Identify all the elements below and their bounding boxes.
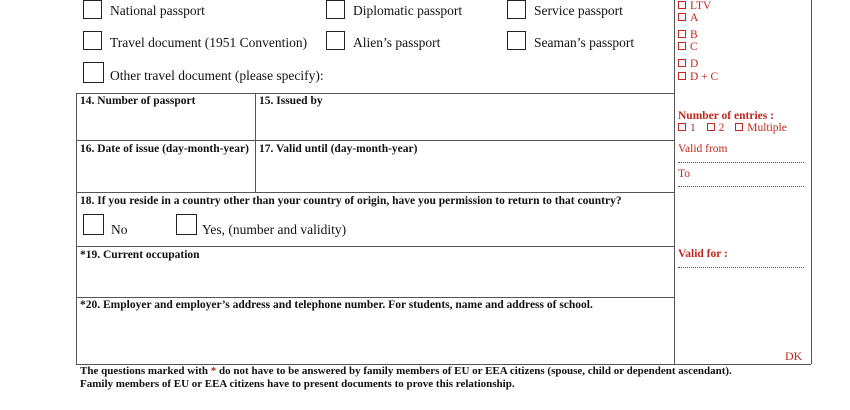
number-of-entries-label: Number of entries : xyxy=(678,110,774,122)
row-divider-16 xyxy=(76,140,674,141)
visa-type-b-checkbox[interactable] xyxy=(678,30,686,38)
service-passport-checkbox[interactable] xyxy=(507,0,526,19)
valid-from-dotted-line xyxy=(678,162,804,163)
row-divider-14 xyxy=(76,93,674,94)
visa-type-d-c-checkbox[interactable] xyxy=(678,72,686,80)
diplomatic-passport-checkbox[interactable] xyxy=(326,0,345,19)
current-occupation-label: *19. Current occupation xyxy=(80,249,200,261)
travel-document-checkbox[interactable] xyxy=(83,31,102,50)
issued-by-label: 15. Issued by xyxy=(259,95,323,107)
visa-type-b-label: B xyxy=(690,29,698,41)
row-divider-18 xyxy=(76,192,674,193)
aliens-passport-label: Alien’s passport xyxy=(353,35,441,50)
visa-type-ltv-label: LTV xyxy=(690,0,712,12)
form-right-border xyxy=(811,0,812,364)
other-travel-document-checkbox[interactable] xyxy=(83,62,104,83)
valid-from-label: Valid from xyxy=(678,143,728,155)
visa-type-d-c-label: D + C xyxy=(690,71,719,83)
visa-type-c xyxy=(678,41,698,53)
footer-note-line-1-start: The questions marked with xyxy=(80,365,211,377)
entries-multiple-label: Multiple xyxy=(747,122,787,134)
row-divider-19 xyxy=(76,246,674,247)
entries-2-checkbox[interactable] xyxy=(707,123,715,131)
national-passport-label: National passport xyxy=(110,3,205,18)
entries-options xyxy=(678,122,787,134)
visa-panel-left-border xyxy=(674,0,675,364)
form-left-border xyxy=(76,93,77,364)
column-divider-14-15 xyxy=(255,93,256,192)
date-of-issue-label: 16. Date of issue (day-month-year) xyxy=(80,143,249,155)
seamans-passport-label: Seaman’s passport xyxy=(534,35,635,50)
seamans-passport-checkbox[interactable] xyxy=(507,31,526,50)
return-permission-yes-checkbox[interactable] xyxy=(176,214,197,235)
entries-1-label: 1 xyxy=(690,122,696,134)
other-travel-document-label: Other travel document (please specify): xyxy=(110,68,324,83)
valid-until-label: 17. Valid until (day-month-year) xyxy=(259,143,418,155)
to-dotted-line xyxy=(678,186,804,187)
visa-type-ltv-checkbox[interactable] xyxy=(678,1,686,9)
service-passport-label: Service passport xyxy=(534,3,623,18)
employer-address-label: *20. Employer and employer’s address and telephone number. For students, name and address of school. xyxy=(80,299,593,311)
visa-type-b xyxy=(678,29,698,41)
entries-1-checkbox[interactable] xyxy=(678,123,686,131)
visa-type-a-label: A xyxy=(690,12,699,24)
footer-note-line-1-end: do not have to be answered by family members of EU or EEA citizens (spouse, child or dependent ascendant). xyxy=(216,365,732,377)
visa-type-a xyxy=(678,12,698,24)
visa-type-d-checkbox[interactable] xyxy=(678,59,686,67)
footer-note-line-2: Family members of EU or EEA citizens have to present documents to prove this relationship. xyxy=(80,378,515,390)
visa-type-ltv xyxy=(678,0,711,12)
row-divider-20 xyxy=(76,297,674,298)
diplomatic-passport-label: Diplomatic passport xyxy=(353,3,463,18)
aliens-passport-checkbox[interactable] xyxy=(326,31,345,50)
national-passport-checkbox[interactable] xyxy=(83,0,102,19)
return-permission-no-label: No xyxy=(111,222,128,237)
visa-type-d-c xyxy=(678,71,718,83)
to-label: To xyxy=(678,168,690,180)
footer-note-star: * xyxy=(210,365,217,377)
valid-for-label: Valid for : xyxy=(678,248,728,260)
visa-type-c-checkbox[interactable] xyxy=(678,42,686,50)
visa-type-c-label: C xyxy=(690,41,698,53)
return-permission-no-checkbox[interactable] xyxy=(83,214,104,235)
footer-note-line-1 xyxy=(80,365,732,377)
number-of-passport-label: 14. Number of passport xyxy=(80,95,196,107)
visa-type-d-label: D xyxy=(690,58,699,70)
valid-for-dotted-line xyxy=(678,267,804,268)
entries-multiple-checkbox[interactable] xyxy=(735,123,743,131)
permission-to-return-label: 18. If you reside in a country other than your country of origin, have you permission to return to that country? xyxy=(80,195,622,207)
visa-type-d xyxy=(678,58,698,70)
visa-type-a-checkbox[interactable] xyxy=(678,13,686,21)
travel-document-label: Travel document (1951 Convention) xyxy=(110,35,308,50)
return-permission-yes-label: Yes, (number and validity) xyxy=(202,222,347,237)
country-code: DK xyxy=(785,349,803,363)
entries-2-label: 2 xyxy=(718,122,725,134)
